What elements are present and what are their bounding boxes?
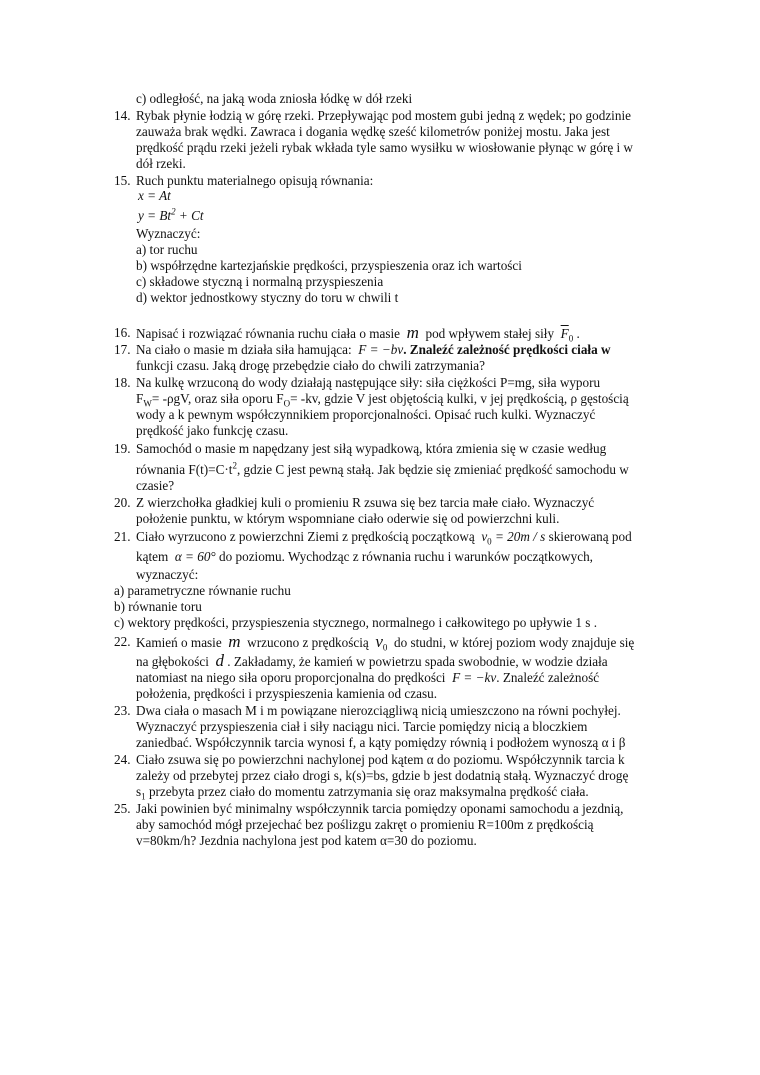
problem-15-intro: Ruch punktu materialnego opisują równania: xyxy=(136,173,374,188)
problem-18-line: wody a k pewnym współczynnikiem proporcjonalności. Opisać ruch kulki. Wyznaczyć xyxy=(136,407,596,422)
problem-21-item: a) parametryczne równanie ruchu xyxy=(114,583,291,598)
problem-21-item: b) równanie toru xyxy=(114,599,202,614)
problem-15-number: 15. xyxy=(114,173,131,188)
problem-21-line: kątem α = 60° do poziomu. Wychodząc z równania ruchu i warunków początkowych, xyxy=(136,549,593,564)
equation-x: x = At xyxy=(138,188,171,203)
problem-21-number: 21. xyxy=(114,529,131,544)
problem-25-line: v=80km/h? Jezdnia nachylona jest pod katem α=30 do poziomu. xyxy=(136,833,477,848)
problem-18-line: prędkość jako funkcję czasu. xyxy=(136,423,289,438)
problem-17-line: funkcji czasu. Jaką drogę przebędzie ciało do chwili zatrzymania? xyxy=(136,358,485,373)
problem-18-line: Na kulkę wrzuconą do wody działają następujące siły: siła ciężkości P=mg, siła wyporu xyxy=(136,375,601,390)
problem-19-number: 19. xyxy=(114,441,131,456)
problem-22-number: 22. xyxy=(114,634,131,649)
problem-21-line: wyznaczyć: xyxy=(136,567,199,582)
problem-14-line: prędkość prądu rzeki jeżeli rybak wkłada tyle samo wysiłku w wiosłowanie płynąc w górę i w xyxy=(136,140,633,155)
problem-22-line: Kamień o masie m wrzucono z prędkością $v_0$ do studni, w której poziom wody znajduje się xyxy=(136,632,635,653)
problem-17-line: Na ciało o masie m działa siła hamująca: F = −bv. Znaleźć zależność prędkości ciała w xyxy=(136,342,611,357)
problem-15-item: d) wektor jednostkowy styczny do toru w chwili t xyxy=(136,290,399,305)
problem-25-line: Jaki powinien być minimalny współczynnik tarcia pomiędzy oponami samochodu a jezdnią, xyxy=(136,801,624,816)
problem-23-line: zaniedbać. Współczynnik tarcia wynosi f, a kąty pomiędzy równią i podłożem wynoszą α i β xyxy=(136,735,626,750)
problem-22-line: położenia, prędkości i przyspieszenia kamienia od czasu. xyxy=(136,686,438,701)
problem-24-number: 24. xyxy=(114,752,131,767)
problem-14-number: 14. xyxy=(114,108,131,123)
problem-20-line: położenie punktu, w którym wspomniane ciało oderwie się od powierzchni kuli. xyxy=(136,511,560,526)
problem-16-line: Napisać i rozwiązać równania ruchu ciała o masie m pod wpływem stałej siły $\overline{F}_0$ . xyxy=(136,323,580,344)
problem-20-number: 20. xyxy=(114,495,131,510)
problem-19-line: czasie? xyxy=(136,478,175,493)
equation-y: $y = Bt^2 + Ct$ xyxy=(138,206,204,223)
problem-21-item: c) wektory prędkości, przyspieszenia stycznego, normalnego i całkowitego po upływie 1 s . xyxy=(114,615,598,630)
intro-line: c) odległość, na jaką woda zniosła łódkę w dół rzeki xyxy=(136,91,413,106)
problem-15-task: Wyznaczyć: xyxy=(136,226,201,241)
problem-18-number: 18. xyxy=(114,375,131,390)
problem-23-line: Wyznaczyć przyspieszenia ciał i siły naciągu nici. Tarcie pomiędzy nicią a bloczkiem xyxy=(136,719,588,734)
problem-16-number: 16. xyxy=(114,325,131,340)
problem-22-line: natomiast na niego siła oporu proporcjonalna do prędkości F = −kv. Znaleźć zależność xyxy=(136,670,600,685)
problem-25-line: aby samochód mógł przejechać bez poślizgu zakręt o promieniu R=100m z prędkością xyxy=(136,817,594,832)
problem-20-line: Z wierzchołka gładkiej kuli o promieniu R zsuwa się bez tarcia małe ciało. Wyznaczyć xyxy=(136,495,595,510)
problem-14-line: zauważa brak wędki. Zawraca i dogania wędkę sześć kilometrów poniżej mostu. Jaka jest xyxy=(136,124,610,139)
problem-23-line: Dwa ciała o masach M i m powiązane nierozciągliwą nicią umieszczono na równi pochyłej. xyxy=(136,703,621,718)
problem-14-line: Rybak płynie łodzią w górę rzeki. Przepływając pod mostem gubi jedną z wędek; po godzinie xyxy=(136,108,631,123)
problem-24-line: Ciało zsuwa się po powierzchni nachylonej pod kątem α do poziomu. Współczynnik tarcia k xyxy=(136,752,625,767)
problem-22-line: na głębokości d . Zakładamy, że kamień w powietrzu spada swobodnie, w wodzie działa xyxy=(136,651,608,670)
problem-17-number: 17. xyxy=(114,342,131,357)
problem-15-item: b) współrzędne kartezjańskie prędkości, przyspieszenia oraz ich wartości xyxy=(136,258,522,273)
problem-19-line: równania $F(t)=C\cdot t^2$, gdzie C jest pewną stałą. Jak będzie się zmieniać prędkość samochodu w xyxy=(136,460,629,477)
problem-23-number: 23. xyxy=(114,703,131,718)
problem-15-item: c) składowe styczną i normalną przyspieszenia xyxy=(136,274,384,289)
problem-24-line: zależy od przebytej przez ciało drogi s, k(s)=bs, gdzie b jest dodatnią stałą. Wyznaczyć drogę xyxy=(136,768,629,783)
problem-19-line: Samochód o masie m napędzany jest siłą wypadkową, która zmienia się w czasie według xyxy=(136,441,607,456)
problem-21-line: Ciało wyrzucono z powierzchni Ziemi z prędkością początkową $v_0 = 20m / s$ skierowaną pod xyxy=(136,529,632,547)
problem-14-line: dół rzeki. xyxy=(136,156,186,171)
problem-25-number: 25. xyxy=(114,801,131,816)
problem-15-item: a) tor ruchu xyxy=(136,242,198,257)
problem-18-line: $F_W= -\rho gV$, oraz siła oporu $F_O= -kv$, gdzie V jest objętością kulki, v jej prędkością, ρ gęstością xyxy=(136,391,629,409)
problem-24-line: $s_1$ przebyta przez ciało do momentu zatrzymania się oraz maksymalna prędkość ciała. xyxy=(136,784,589,802)
